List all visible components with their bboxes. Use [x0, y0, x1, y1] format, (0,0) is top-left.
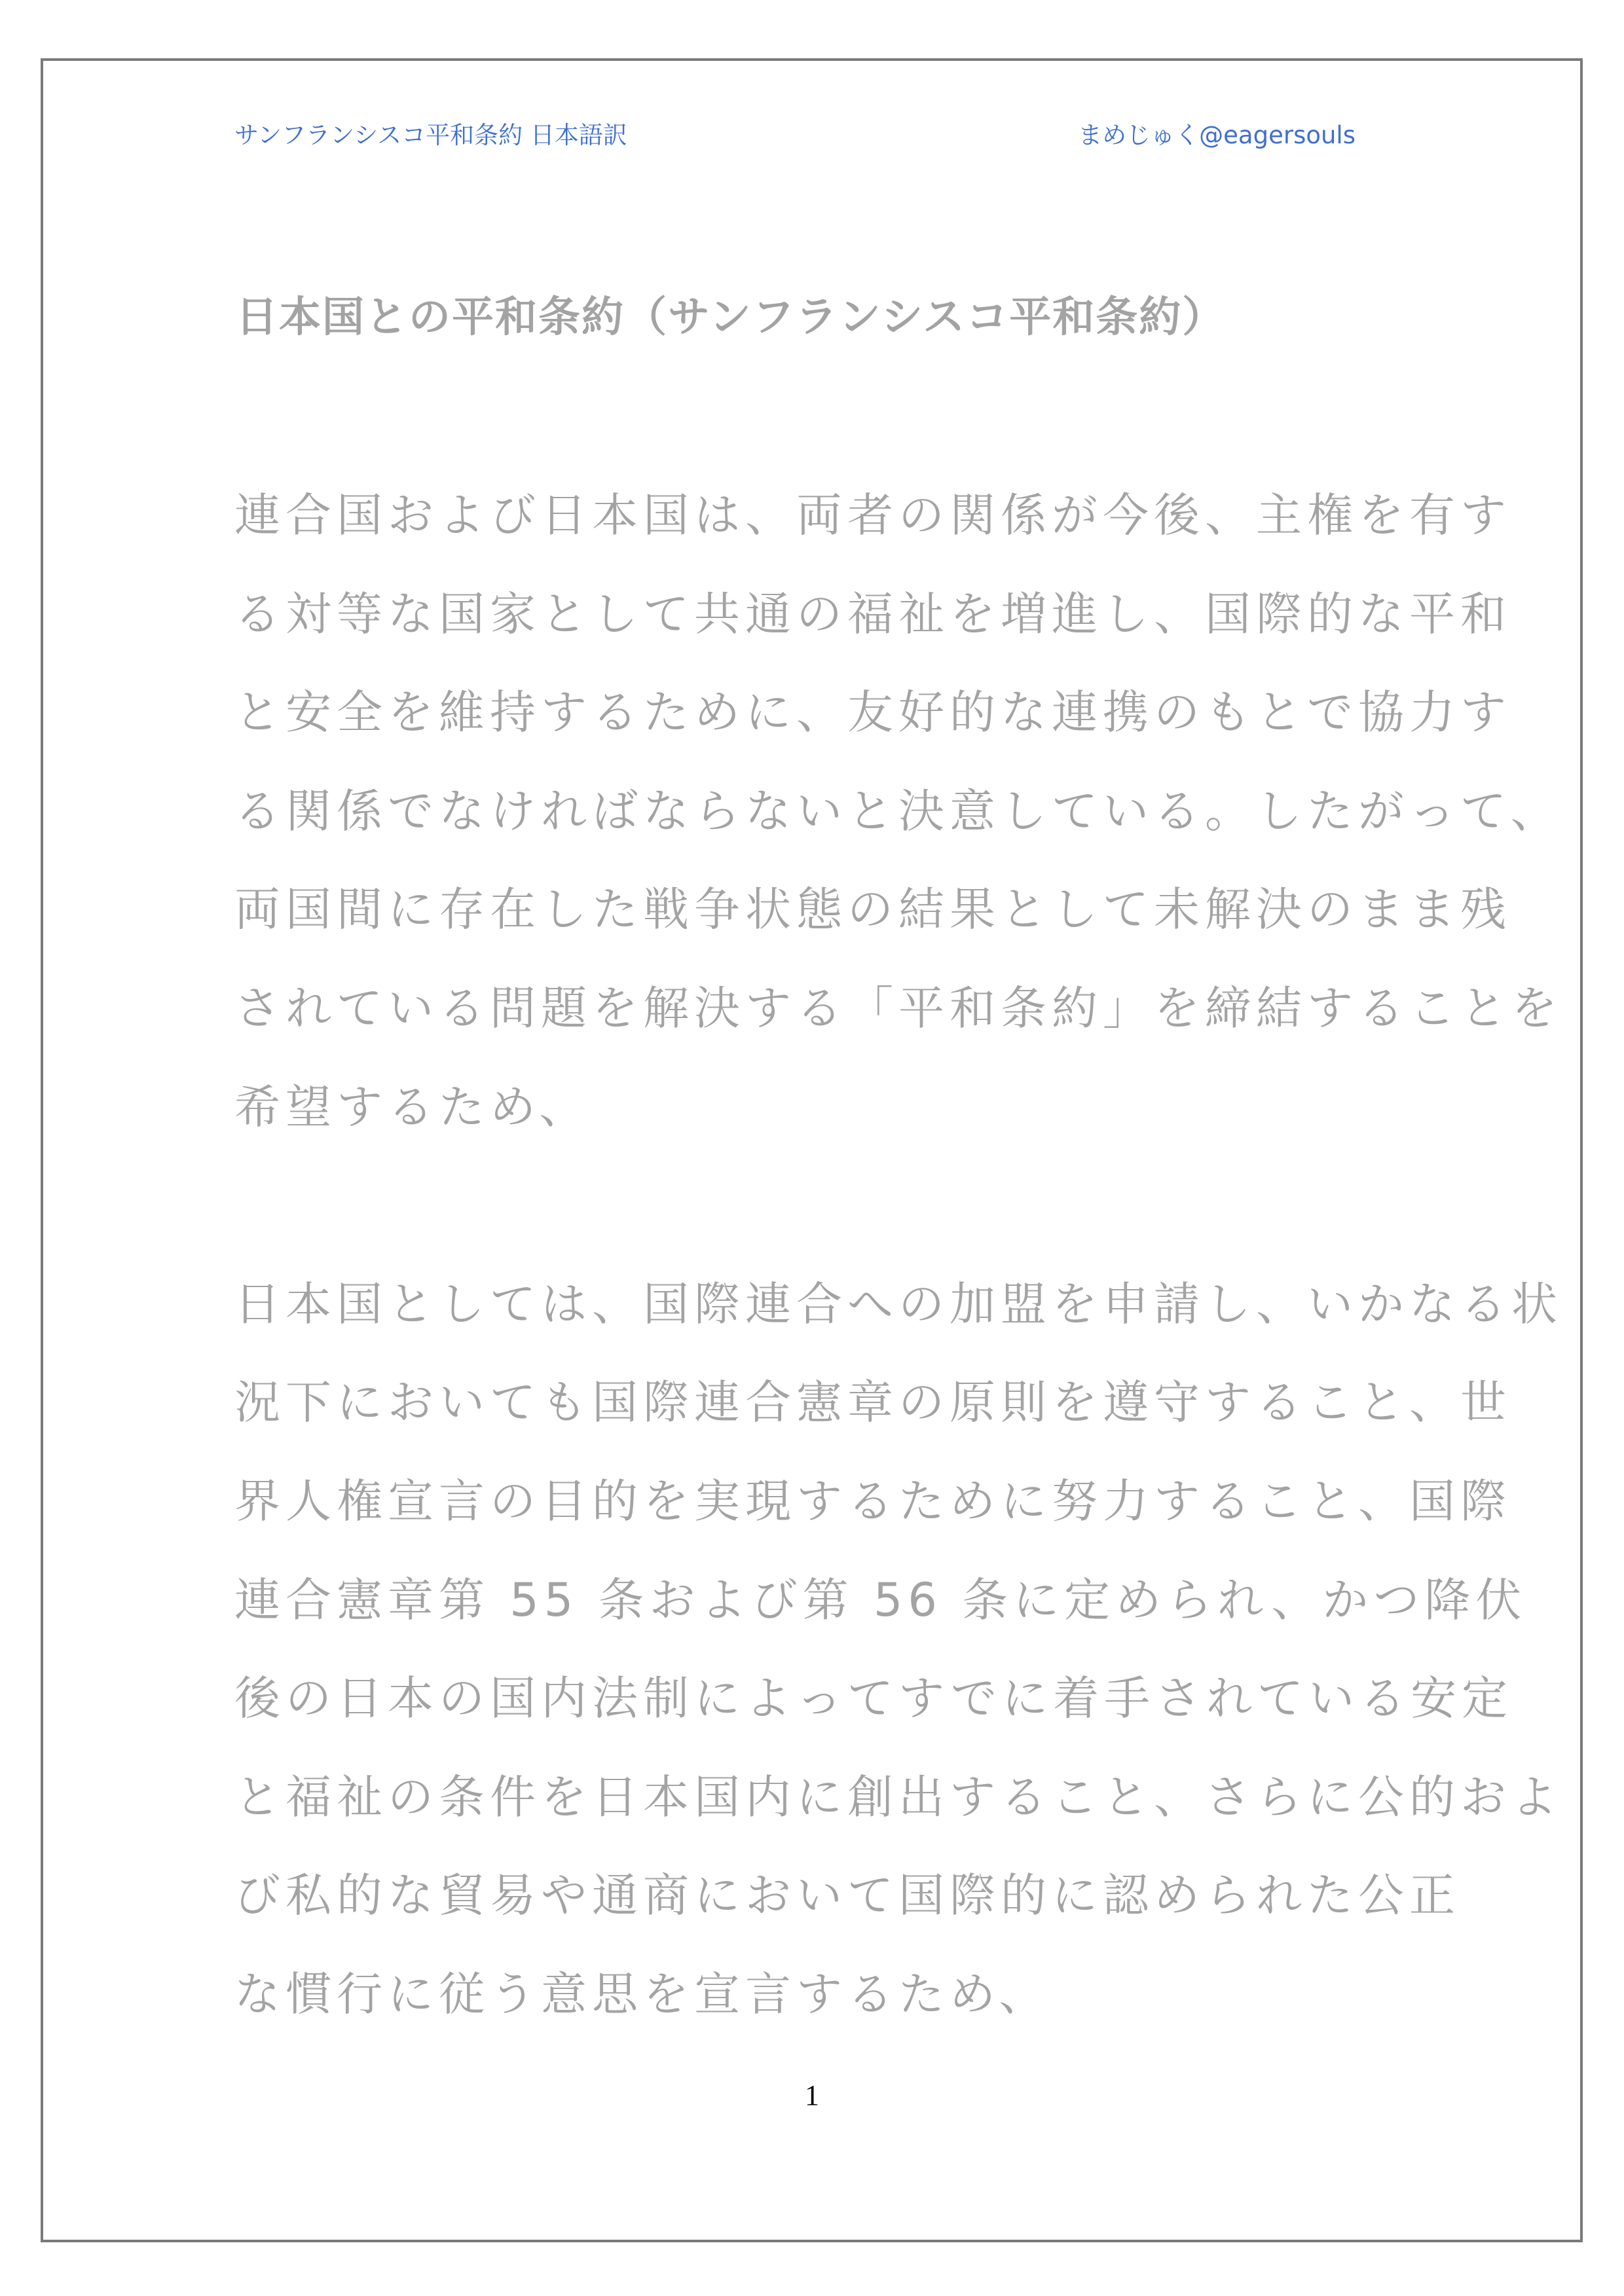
text-line: 希望するため、 [234, 1080, 591, 1134]
text-line: と福祉の条件を日本国内に創出すること、さらに公的およ [234, 1770, 1562, 1824]
text-line: 連合憲章第 55 条および第 56 条に定められ、かつ降伏 [234, 1573, 1527, 1627]
text-line: な慣行に従う意思を宣言するため、 [234, 1967, 1050, 2021]
paragraph-gap [234, 1156, 1413, 1255]
text-line: 日本国としては、国際連合への加盟を申請し、いかなる状 [234, 1277, 1562, 1331]
paragraph-2 [234, 1255, 1562, 2044]
page-number: 1 [805, 2079, 819, 2111]
text-line: る対等な国家として共通の福祉を増進し、国際的な平和 [234, 587, 1511, 641]
text-line: 両国間に存在した戦争状態の結果として未解決のまま残 [234, 883, 1511, 937]
header-author: まめじゅく@eagersouls [1078, 121, 1356, 149]
paragraph-1 [234, 466, 1562, 1156]
text-line: と安全を維持するために、友好的な連携のもとで協力す [234, 685, 1511, 740]
document-title: 日本国との平和条約（サンフランシスコ平和条約） [236, 293, 1226, 342]
text-line: る関係でなければならないと決意している。したがって、 [234, 784, 1562, 838]
text-line: 連合国および日本国は、両者の関係が今後、主権を有す [234, 488, 1511, 542]
text-line: されている問題を解決する「平和条約」を締結することを [234, 981, 1562, 1035]
document-body [234, 466, 1562, 2044]
header-document-title: サンフランシスコ平和条約 日本語訳 [234, 121, 627, 149]
text-line: 界人権宣言の目的を実現するために努力すること、国際 [234, 1474, 1511, 1528]
text-line: 況下においても国際連合憲章の原則を遵守すること、世 [234, 1376, 1511, 1430]
text-line: び私的な貿易や通商において国際的に認められた公正 [234, 1868, 1460, 1923]
text-line: 後の日本の国内法制によってすでに着手されている安定 [234, 1671, 1513, 1726]
